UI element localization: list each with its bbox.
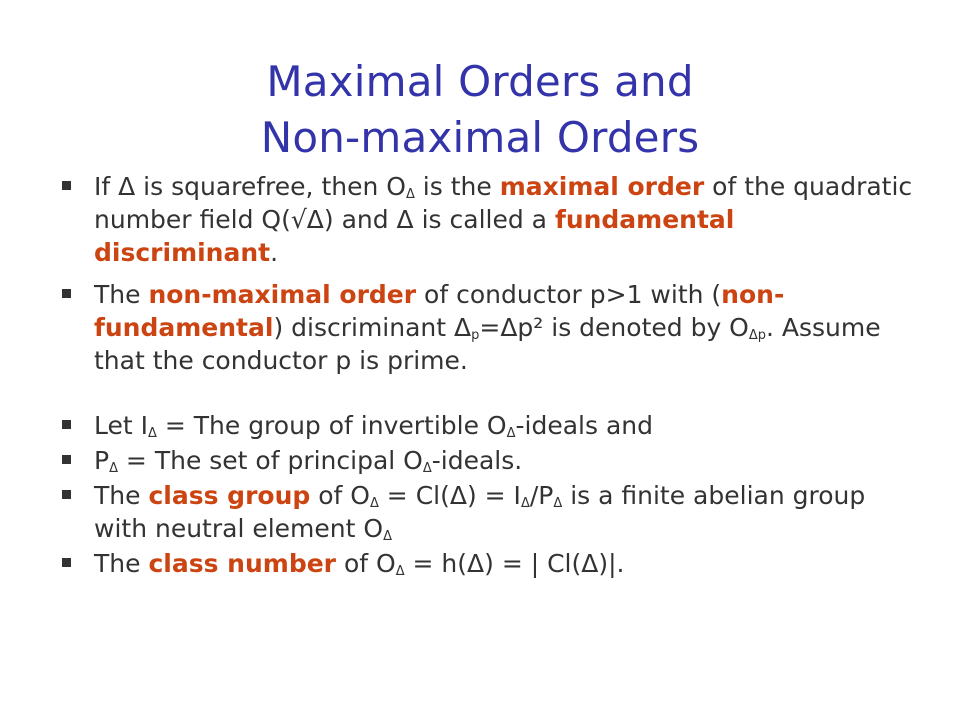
- text: The: [94, 280, 149, 309]
- text: = Cl(Δ) = I: [378, 481, 521, 510]
- subscript: Δ: [383, 529, 392, 544]
- emphasis-text: non-fundamental: [94, 280, 785, 342]
- square-bullet-icon: [62, 420, 71, 429]
- subscript: p: [471, 328, 480, 343]
- subscript: Δ: [405, 187, 415, 202]
- subscript: Δ: [422, 461, 432, 476]
- text: The: [94, 549, 149, 578]
- text: is the: [414, 172, 500, 201]
- bullet-item-class-group: [56, 479, 916, 545]
- subscript: Δ: [369, 496, 379, 511]
- square-bullet-icon: [62, 181, 71, 190]
- text: of the quadratic number field Q(√Δ) and Δ is called a: [94, 172, 913, 234]
- text: is a finite abelian group with neutral element O: [94, 481, 866, 543]
- subscript: Δp: [748, 328, 767, 343]
- text: . Assume that the conductor p is prime.: [94, 313, 881, 375]
- emphasis-text: non-maximal order: [148, 280, 417, 309]
- title-line-2: Non-maximal Orders: [260, 113, 700, 163]
- bullet-item-invertible-ideals: [56, 409, 916, 442]
- text: ) discriminant Δ: [273, 313, 472, 342]
- text: -ideals.: [431, 446, 523, 475]
- emphasis-text: fundamental discriminant: [94, 205, 735, 267]
- emphasis-text: class group: [148, 481, 311, 510]
- square-bullet-icon: [62, 558, 71, 567]
- text: of conductor p>1 with (: [416, 280, 722, 309]
- square-bullet-icon: [62, 455, 71, 464]
- text: = The set of principal O: [117, 446, 423, 475]
- subscript: Δ: [148, 426, 157, 441]
- subscript: Δ: [553, 496, 563, 511]
- square-bullet-icon: [62, 289, 71, 298]
- text: .: [270, 238, 279, 267]
- text: Let I: [94, 411, 148, 440]
- text: /P: [529, 481, 554, 510]
- emphasis-text: class number: [148, 549, 337, 578]
- bullet-list: [56, 170, 916, 589]
- subscript: Δ: [506, 426, 516, 441]
- text: of O: [336, 549, 396, 578]
- bullet-item-principal-ideals: [56, 444, 916, 477]
- subscript: Δ: [109, 461, 118, 476]
- text: -ideals and: [515, 411, 654, 440]
- text: = The group of invertible O: [156, 411, 507, 440]
- text: If Δ is squarefree, then O: [94, 172, 406, 201]
- text: of O: [310, 481, 370, 510]
- slide-title: [0, 54, 960, 166]
- text: = h(Δ) = | Cl(Δ)|.: [404, 549, 625, 578]
- bullet-item-non-maximal-order: [56, 278, 916, 377]
- emphasis-text: maximal order: [499, 172, 705, 201]
- bullet-item-class-number: [56, 547, 916, 580]
- bullet-item-maximal-order: [56, 170, 916, 269]
- square-bullet-icon: [62, 490, 71, 499]
- title-line-1: Maximal Orders and: [266, 57, 694, 107]
- subscript: Δ: [395, 564, 405, 579]
- text: =Δp² is denoted by O: [479, 313, 749, 342]
- text: P: [94, 446, 110, 475]
- subscript: Δ: [520, 496, 530, 511]
- text: The: [94, 481, 149, 510]
